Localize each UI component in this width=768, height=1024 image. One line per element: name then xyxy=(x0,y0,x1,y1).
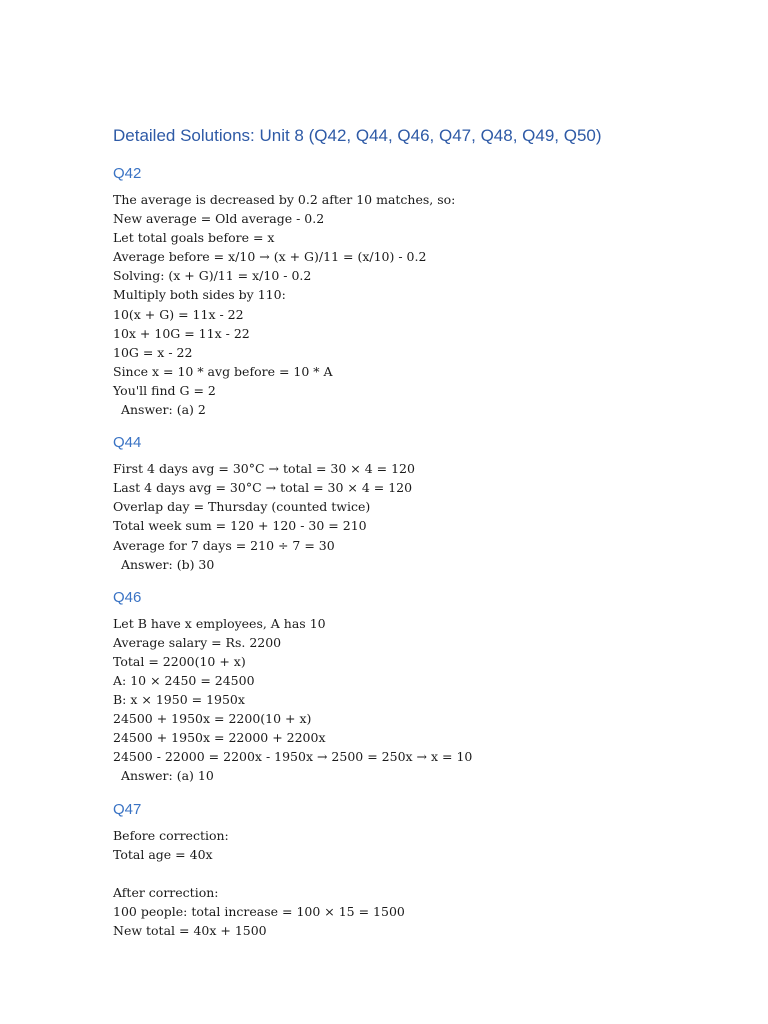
text-line: Average salary = Rs. 2200 xyxy=(113,634,282,650)
answer-line: Answer: (b) 30 xyxy=(113,556,215,572)
text-line: Multiply both sides by 110: xyxy=(113,287,286,303)
text-line: Average before = x/10 → (x + G)/11 = (x/10) - 0.2 xyxy=(113,249,427,265)
text-line: First 4 days avg = 30°C → total = 30 × 4 = 120 xyxy=(113,461,415,477)
section-heading: Q47 xyxy=(113,800,142,818)
text-line: After correction: xyxy=(113,884,219,900)
section-q44 xyxy=(113,433,733,574)
answer-line: Answer: (a) 10 xyxy=(113,768,214,784)
text-line: 10x + 10G = 11x - 22 xyxy=(113,325,250,341)
answer-line: Answer: (a) 2 xyxy=(113,402,206,418)
text-line: Let total goals before = x xyxy=(113,230,275,246)
text-line: 24500 - 22000 = 2200x - 1950x → 2500 = 250x → x = 10 xyxy=(113,749,473,765)
text-line: B: x × 1950 = 1950x xyxy=(113,692,245,708)
text-line: Before correction: xyxy=(113,827,229,843)
text-line: Total age = 40x xyxy=(113,846,213,862)
text-line: 24500 + 1950x = 2200(10 + x) xyxy=(113,711,312,727)
document-title: Detailed Solutions: Unit 8 (Q42, Q44, Q46, Q47, Q48, Q49, Q50) xyxy=(113,126,602,145)
text-line: New average = Old average - 0.2 xyxy=(113,211,325,227)
text-line: 24500 + 1950x = 22000 + 2200x xyxy=(113,730,326,746)
section-q47 xyxy=(113,800,733,941)
blank-line xyxy=(113,864,733,883)
section-q46 xyxy=(113,588,733,786)
text-line: Solving: (x + G)/11 = x/10 - 0.2 xyxy=(113,268,312,284)
document-page xyxy=(113,124,733,954)
text-line: Total week sum = 120 + 120 - 30 = 210 xyxy=(113,518,367,534)
text-line: New total = 40x + 1500 xyxy=(113,923,267,938)
text-line: The average is decreased by 0.2 after 10 matches, so: xyxy=(113,192,456,207)
section-heading: Q44 xyxy=(113,434,142,452)
text-line: A: 10 × 2450 = 24500 xyxy=(113,672,255,688)
text-line: You'll find G = 2 xyxy=(113,382,216,398)
text-line: 100 people: total increase = 100 × 15 = 1500 xyxy=(113,903,405,919)
text-line: 10(x + G) = 11x - 22 xyxy=(113,306,244,322)
section-heading: Q46 xyxy=(113,588,142,606)
text-line: Last 4 days avg = 30°C → total = 30 × 4 = 120 xyxy=(113,480,413,496)
text-line: Average for 7 days = 210 ÷ 7 = 30 xyxy=(113,537,335,553)
section-heading: Q42 xyxy=(113,165,142,182)
text-line: Overlap day = Thursday (counted twice) xyxy=(113,499,371,515)
text-line: Let B have x employees, A has 10 xyxy=(113,615,326,631)
text-line: Since x = 10 * avg before = 10 * A xyxy=(113,363,333,379)
section-q42 xyxy=(113,164,733,419)
text-line: 10G = x - 22 xyxy=(113,344,193,360)
text-line: Total = 2200(10 + x) xyxy=(113,653,246,669)
